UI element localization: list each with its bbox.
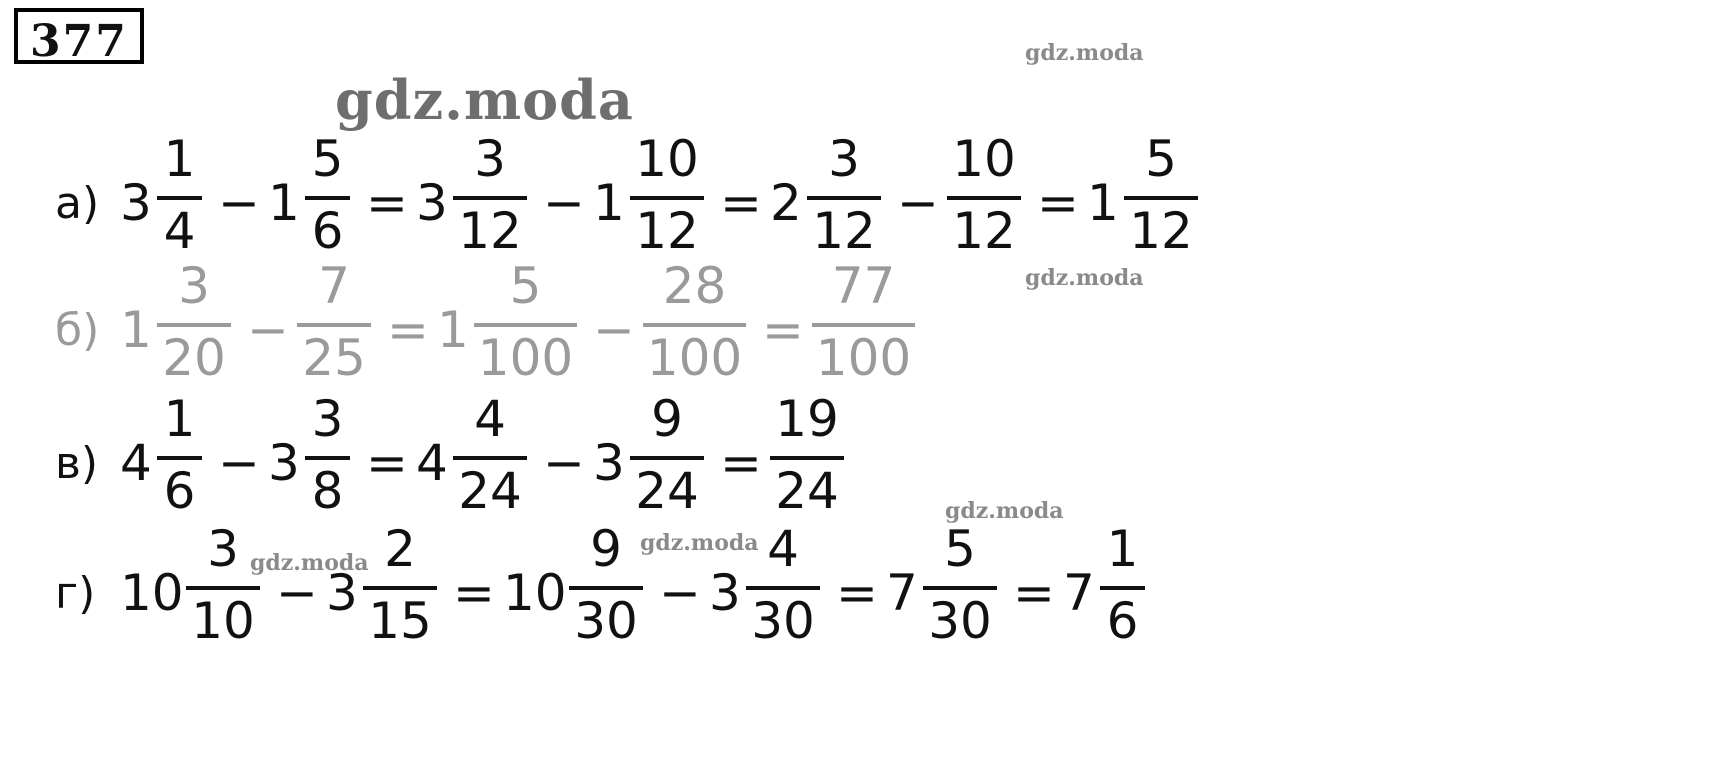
watermark: gdz.moda: [1025, 265, 1144, 291]
numerator: 3: [207, 520, 239, 578]
fraction-bar: [569, 586, 643, 590]
denominator: 24: [635, 462, 699, 520]
numerator: 1: [163, 130, 196, 188]
fraction-bar: [807, 196, 881, 200]
operator: −: [593, 301, 635, 359]
denominator: 100: [815, 329, 912, 387]
operator: =: [453, 564, 495, 622]
denominator: 8: [311, 462, 344, 520]
whole-part: 4: [416, 434, 448, 492]
whole-part: 3: [120, 174, 152, 232]
denominator: 12: [635, 202, 699, 260]
whole-part: 1: [1087, 174, 1119, 232]
operator: −: [218, 174, 260, 232]
numerator: 2: [384, 520, 416, 578]
numerator: 3: [474, 130, 506, 188]
numerator: 19: [775, 390, 839, 448]
operator: −: [218, 434, 260, 492]
denominator: 30: [574, 592, 638, 650]
fraction-bar: [157, 196, 202, 200]
operator: −: [543, 174, 585, 232]
denominator: 6: [1106, 592, 1139, 650]
whole-part: 3: [416, 174, 448, 232]
operator: =: [366, 434, 408, 492]
operator: −: [897, 174, 939, 232]
denominator: 24: [458, 462, 522, 520]
numerator: 7: [318, 257, 350, 315]
fraction-bar: [453, 456, 527, 460]
numerator: 28: [662, 257, 727, 315]
operator: −: [276, 564, 318, 622]
fraction-bar: [186, 586, 260, 590]
fraction-bar: [1124, 196, 1198, 200]
numerator: 5: [509, 257, 542, 315]
denominator: 20: [162, 329, 226, 387]
denominator: 15: [368, 592, 432, 650]
operator: −: [659, 564, 701, 622]
task-number: 377: [14, 8, 144, 64]
fraction-bar: [923, 586, 997, 590]
fraction-bar: [947, 196, 1021, 200]
whole-part: 2: [770, 174, 802, 232]
numerator: 5: [944, 520, 976, 578]
operator: =: [1013, 564, 1055, 622]
fraction-bar: [630, 456, 704, 460]
operator: =: [387, 301, 429, 359]
numerator: 77: [831, 257, 896, 315]
whole-part: 3: [268, 434, 300, 492]
row-label: г): [55, 568, 96, 619]
denominator: 6: [163, 462, 196, 520]
numerator: 10: [635, 130, 699, 188]
watermark: gdz.moda: [1025, 40, 1144, 66]
whole-part: 1: [120, 301, 152, 359]
fraction-bar: [474, 323, 577, 327]
denominator: 4: [163, 202, 196, 260]
whole-part: 3: [709, 564, 741, 622]
denominator: 30: [928, 592, 992, 650]
operator: =: [366, 174, 408, 232]
fraction-bar: [630, 196, 704, 200]
numerator: 9: [590, 520, 622, 578]
denominator: 100: [477, 329, 574, 387]
fraction-bar: [363, 586, 437, 590]
whole-part: 1: [437, 301, 469, 359]
denominator: 30: [751, 592, 815, 650]
numerator: 4: [474, 390, 506, 448]
fraction-bar: [297, 323, 371, 327]
numerator: 1: [1106, 520, 1139, 578]
denominator: 100: [646, 329, 743, 387]
numerator: 4: [767, 520, 799, 578]
watermark: gdz.moda: [945, 498, 1064, 524]
numerator: 5: [1145, 130, 1177, 188]
fraction-bar: [770, 456, 844, 460]
denominator: 12: [812, 202, 876, 260]
operator: =: [762, 301, 804, 359]
denominator: 12: [952, 202, 1016, 260]
numerator: 10: [952, 130, 1016, 188]
operator: =: [1037, 174, 1079, 232]
fraction-bar: [812, 323, 915, 327]
denominator: 10: [191, 592, 255, 650]
row-label: а): [55, 178, 100, 229]
numerator: 3: [828, 130, 860, 188]
whole-part: 7: [886, 564, 918, 622]
watermark: gdz.moda: [335, 68, 634, 132]
whole-part: 10: [503, 564, 567, 622]
watermark: gdz.moda: [250, 550, 369, 576]
fraction-bar: [157, 456, 202, 460]
fraction-bar: [643, 323, 746, 327]
denominator: 12: [458, 202, 522, 260]
row-label: б): [55, 305, 100, 356]
whole-part: 3: [593, 434, 625, 492]
numerator: 5: [311, 130, 344, 188]
denominator: 25: [302, 329, 366, 387]
numerator: 1: [163, 390, 196, 448]
row-label: в): [55, 438, 99, 489]
fraction-bar: [1100, 586, 1145, 590]
operator: =: [720, 434, 762, 492]
whole-part: 3: [326, 564, 358, 622]
denominator: 12: [1129, 202, 1193, 260]
numerator: 3: [311, 390, 344, 448]
whole-part: 1: [268, 174, 300, 232]
operator: =: [836, 564, 878, 622]
whole-part: 1: [593, 174, 625, 232]
operator: −: [543, 434, 585, 492]
denominator: 24: [775, 462, 839, 520]
whole-part: 10: [120, 564, 184, 622]
fraction-bar: [746, 586, 820, 590]
watermark: gdz.moda: [640, 530, 759, 556]
numerator: 9: [651, 390, 683, 448]
whole-part: 7: [1063, 564, 1095, 622]
fraction-bar: [157, 323, 231, 327]
denominator: 6: [311, 202, 344, 260]
fraction-bar: [305, 456, 350, 460]
operator: −: [247, 301, 289, 359]
numerator: 3: [178, 257, 210, 315]
whole-part: 4: [120, 434, 152, 492]
fraction-bar: [305, 196, 350, 200]
fraction-bar: [453, 196, 527, 200]
operator: =: [720, 174, 762, 232]
